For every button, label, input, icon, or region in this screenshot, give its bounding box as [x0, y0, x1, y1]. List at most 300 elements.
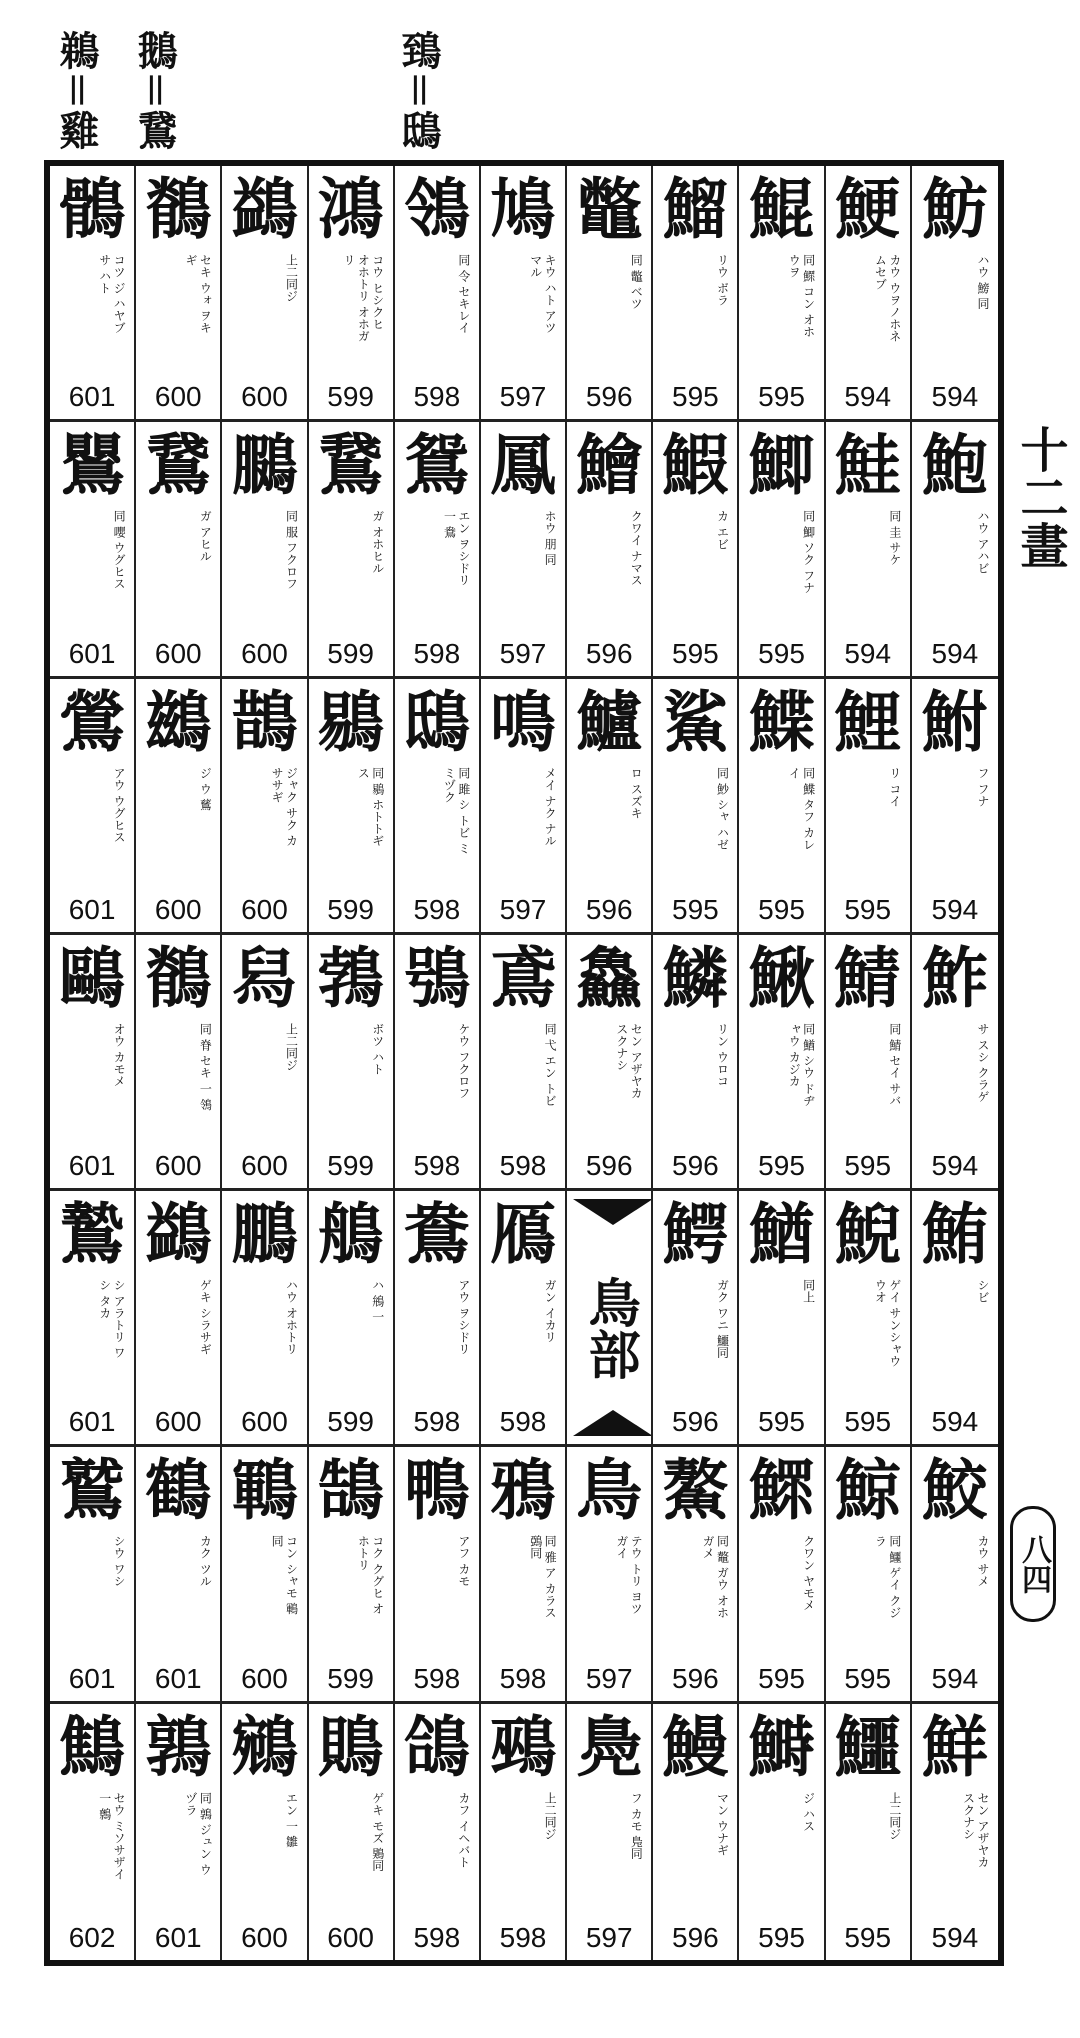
dictionary-entry-cell — [136, 1704, 222, 1960]
entry-reading: 同 鶉 ジュン ウヅラ — [183, 1791, 213, 1876]
entry-kanji: 鵬 — [231, 1195, 298, 1274]
entry-page-number: 596 — [585, 893, 633, 925]
entry-page-number: 597 — [499, 381, 547, 413]
entry-reading: キウ ハト アツマル — [528, 254, 558, 334]
entry-page-number: 601 — [68, 381, 116, 413]
entry-kanji: 鱻 — [576, 938, 643, 1017]
entry-page-number: 595 — [758, 1921, 805, 1953]
entry-kanji: 鴛 — [403, 426, 470, 505]
entry-kanji: 鱠 — [576, 426, 643, 505]
entry-reading: 同 弋 エン トビ — [543, 1022, 558, 1107]
entry-reading: アフ カモ — [456, 1535, 471, 1588]
entry-page-number: 595 — [844, 1662, 892, 1694]
dictionary-entry-cell — [739, 422, 825, 678]
entry-reading: 上二同ジ — [887, 1791, 902, 1840]
entry-kanji: 鴻 — [317, 170, 384, 248]
entry-reading: クワイ ナマス — [629, 510, 644, 587]
entry-kanji: 鱗 — [662, 938, 729, 1017]
entry-kanji: 鯢 — [834, 1195, 901, 1274]
entry-kanji: 鮭 — [834, 426, 901, 505]
entry-kanji: 鷗 — [59, 938, 126, 1017]
entry-kanji: 鵞 — [317, 426, 384, 505]
entry-page-number: 594 — [931, 1662, 979, 1694]
entry-page-number: 595 — [758, 1150, 805, 1182]
entry-page-number: 595 — [672, 637, 719, 669]
dictionary-entry-cell — [826, 935, 912, 1191]
entry-kanji: 魴 — [921, 170, 988, 248]
entry-page-number: 598 — [413, 1150, 461, 1182]
dictionary-entry-cell — [653, 935, 739, 1191]
entry-reading: カフ イヘバト — [456, 1791, 471, 1868]
entry-kanji: 鰣 — [748, 1707, 815, 1786]
entry-kanji: 鵲 — [231, 682, 298, 761]
dictionary-entry-cell — [481, 166, 567, 422]
dictionary-entry-cell — [481, 1447, 567, 1703]
entry-reading: ジャク サク カササギ — [270, 766, 299, 847]
entry-page-number: 600 — [241, 1150, 288, 1182]
entry-reading: 同上 — [801, 1279, 816, 1304]
entry-page-number: 595 — [672, 381, 719, 413]
dictionary-entry-cell — [136, 1447, 222, 1703]
dictionary-entry-cell — [912, 935, 998, 1191]
entry-reading: 同 嚶 ウグヒス — [112, 510, 127, 590]
entry-page-number: 601 — [68, 893, 116, 925]
entry-kanji: 鴒 — [403, 170, 470, 248]
bracket-bottom-icon — [573, 1410, 653, 1436]
entry-kanji: 鵠 — [317, 1451, 384, 1530]
entry-reading: ボツ ハト — [370, 1022, 385, 1075]
entry-kanji: 鯉 — [834, 682, 901, 761]
entry-page-number: 600 — [154, 1150, 202, 1182]
entry-reading: ガク ワニ 鱷同 — [715, 1279, 730, 1359]
entry-reading: ハウ オホトリ — [284, 1279, 299, 1355]
dictionary-entry-cell — [567, 166, 653, 422]
entry-kanji: 鮮 — [921, 1707, 988, 1786]
entry-page-number: 594 — [844, 637, 892, 669]
dictionary-entry-cell — [395, 679, 481, 935]
entry-page-number: 601 — [68, 1662, 116, 1694]
entry-reading: 同 雎 シ トビ ミミヅク — [442, 766, 471, 854]
entry-kanji: 鶻 — [59, 170, 126, 248]
dictionary-entry-cell — [653, 166, 739, 422]
entry-reading: 同 鰈 タフ カレイ — [787, 766, 816, 851]
entry-page-number: 596 — [672, 1406, 719, 1438]
entry-reading: セキ ウォ ヲキギ — [183, 254, 213, 334]
dictionary-entry-cell — [136, 935, 222, 1191]
entry-kanji: 鴞 — [403, 938, 470, 1017]
dictionary-entry-cell — [826, 679, 912, 935]
entry-reading: ガン イカリ — [543, 1279, 558, 1343]
entry-reading: エン 一 雛 — [284, 1791, 299, 1848]
entry-reading: セウ ミソサザイ 一 鷯 — [97, 1791, 127, 1880]
entry-reading: 同 魦 シャ ハゼ — [715, 766, 730, 851]
dictionary-entry-cell — [739, 1191, 825, 1447]
entry-page-number: 595 — [758, 1406, 805, 1438]
entry-kanji: 鴿 — [403, 1707, 470, 1786]
dictionary-entry-cell — [222, 679, 308, 935]
dictionary-entry-cell — [136, 422, 222, 678]
dictionary-entry-cell — [739, 1704, 825, 1960]
entry-reading: ホウ 朋 同 — [543, 510, 558, 566]
entry-reading: 上二同ジ — [543, 1791, 558, 1840]
dictionary-entry-cell — [567, 1447, 653, 1703]
entry-kanji: 鸎 — [59, 426, 126, 505]
entry-page-number: 596 — [672, 1662, 719, 1694]
entry-kanji: 鷙 — [59, 1195, 126, 1274]
dictionary-entry-cell — [567, 935, 653, 1191]
radical-label: 鳥部 — [579, 1276, 641, 1381]
entry-reading: メイ ナク ナル — [543, 766, 558, 847]
entry-reading: ケウ フクロフ — [456, 1022, 471, 1099]
entry-reading: シ アラトリ ワシ タカ — [97, 1279, 127, 1359]
entry-kanji: 鴨 — [403, 1451, 470, 1530]
entry-page-number: 596 — [672, 1921, 719, 1953]
entry-reading: ゲイ サンシャウウオ — [873, 1279, 902, 1367]
entry-reading: ガ アヒル — [198, 510, 213, 563]
entry-reading: 同 雅 ア カラス 鵶同 — [528, 1535, 558, 1619]
entry-page-number: 599 — [327, 893, 374, 925]
dictionary-entry-cell — [653, 1447, 739, 1703]
dictionary-entry-cell — [912, 1447, 998, 1703]
entry-page-number: 594 — [931, 1921, 979, 1953]
entry-page-number: 600 — [154, 893, 202, 925]
entry-kanji: 鵙 — [317, 1707, 384, 1786]
entry-page-number: 595 — [844, 1921, 892, 1953]
entry-kanji: 鶤 — [231, 1451, 298, 1530]
entry-page-number: 598 — [499, 1150, 547, 1182]
dictionary-entry-cell — [309, 679, 395, 935]
entry-reading: セン アザヤカ スクナシ — [614, 1022, 644, 1099]
entry-page-number: 595 — [758, 381, 805, 413]
dictionary-entry-cell — [395, 1704, 481, 1960]
variant-note-3: 鵄＝鴟 — [395, 30, 442, 150]
entry-page-number: 599 — [327, 1406, 374, 1438]
entry-reading: 同 鯽 ソク フナ — [801, 510, 816, 594]
dictionary-entry-cell — [567, 679, 653, 935]
entry-kanji: 鱸 — [576, 682, 643, 761]
entry-page-number: 597 — [499, 893, 547, 925]
dictionary-entry-cell — [567, 422, 653, 678]
dictionary-entry-cell — [50, 1447, 136, 1703]
dictionary-entry-cell — [50, 1704, 136, 1960]
radical-section-cell — [567, 1191, 653, 1447]
entry-kanji: 鶍 — [317, 682, 384, 761]
entry-page-number: 601 — [68, 1406, 116, 1438]
entry-page-number: 598 — [413, 381, 461, 413]
entry-kanji: 鳩 — [489, 170, 556, 248]
entry-reading: リン ウロコ — [715, 1022, 730, 1087]
dictionary-entry-cell — [481, 1191, 567, 1447]
entry-page-number: 600 — [241, 1921, 288, 1953]
entry-page-number: 596 — [585, 1150, 633, 1182]
entry-page-number: 597 — [585, 1921, 633, 1953]
entry-kanji: 鯁 — [834, 170, 901, 248]
entry-reading: フ カモ 鳬同 — [629, 1791, 644, 1860]
entry-reading: コン シャモ 鶤同 — [270, 1535, 299, 1616]
dictionary-entry-cell — [826, 1191, 912, 1447]
dictionary-entry-cell — [309, 166, 395, 422]
dictionary-entry-cell — [826, 1704, 912, 1960]
entry-reading: コツ ジ ハヤブサ ハト — [97, 254, 127, 334]
entry-reading: オウ カモメ — [112, 1022, 127, 1087]
entry-reading: 同 鼇 ガウ オホガメ — [701, 1535, 730, 1619]
dictionary-entry-cell — [912, 422, 998, 678]
dictionary-entry-cell — [222, 1447, 308, 1703]
entry-reading: サ スシ クラゲ — [975, 1022, 990, 1103]
entry-kanji: 鵃 — [317, 1195, 384, 1274]
entry-page-number: 596 — [672, 1150, 719, 1182]
page-number-marker: 八四 — [1010, 1506, 1056, 1622]
entry-reading: マン ウナギ — [715, 1791, 730, 1856]
entry-page-number: 595 — [844, 1406, 892, 1438]
entry-reading: ロ スズキ — [629, 766, 644, 819]
dictionary-entry-cell — [481, 679, 567, 935]
dictionary-entry-cell — [309, 935, 395, 1191]
entry-reading: 同 鶍 ホトトギス — [356, 766, 385, 847]
entry-kanji: 鷁 — [145, 1195, 212, 1274]
dictionary-entry-cell — [395, 1191, 481, 1447]
entry-kanji: 鴈 — [489, 1195, 556, 1274]
entry-kanji: 鶴 — [145, 1451, 212, 1530]
entry-kanji: 鶯 — [59, 682, 126, 761]
entry-reading: 同 脊 セキ 一 鴒 — [198, 1022, 213, 1111]
entry-reading: フ フナ — [975, 766, 990, 807]
entry-page-number: 602 — [68, 1921, 116, 1953]
entry-kanji: 鰐 — [662, 1195, 729, 1274]
entry-kanji: 鷦 — [59, 1707, 126, 1786]
dictionary-entry-cell — [50, 1191, 136, 1447]
entry-reading: 同 鯖 セイ サバ — [887, 1022, 902, 1107]
entry-kanji: 鮪 — [921, 1195, 988, 1274]
dictionary-entry-cell — [136, 166, 222, 422]
entry-reading: 同 鱷 ゲイ クジラ — [873, 1535, 902, 1619]
entry-kanji: 鰈 — [748, 682, 815, 761]
variant-note-2: 鵝＝鵞 — [131, 30, 178, 150]
dictionary-entry-cell — [481, 935, 567, 1191]
dictionary-entry-cell — [826, 422, 912, 678]
entry-page-number: 596 — [585, 381, 633, 413]
entry-kanji: 鵷 — [231, 1707, 298, 1786]
stroke-count-header: 十二畫 — [1012, 425, 1068, 569]
dictionary-entry-cell — [309, 1704, 395, 1960]
entry-kanji: 鰻 — [662, 1707, 729, 1786]
entry-kanji: 鰥 — [748, 1451, 815, 1530]
entry-kanji: 鰌 — [748, 1195, 815, 1274]
entry-page-number: 600 — [154, 381, 202, 413]
entry-kanji: 鵓 — [317, 938, 384, 1017]
entry-page-number: 594 — [931, 637, 979, 669]
entry-page-number: 601 — [154, 1662, 202, 1694]
entry-kanji: 鮒 — [921, 682, 988, 761]
entry-kanji: 舄 — [231, 938, 298, 1017]
dictionary-entry-cell — [395, 166, 481, 422]
entry-page-number: 595 — [758, 1662, 805, 1694]
entry-kanji: 鵐 — [489, 1707, 556, 1786]
entry-page-number: 595 — [672, 893, 719, 925]
dictionary-entry-cell — [222, 422, 308, 678]
entry-page-number: 598 — [413, 1921, 461, 1953]
entry-reading: リウ ボラ — [715, 254, 730, 306]
dictionary-entry-cell — [309, 1191, 395, 1447]
entry-reading: シビ — [975, 1279, 990, 1304]
entry-kanji: 鵩 — [231, 426, 298, 505]
entry-page-number: 595 — [758, 893, 805, 925]
dictionary-entry-cell — [826, 1447, 912, 1703]
entry-page-number: 598 — [499, 1406, 547, 1438]
entry-page-number: 598 — [413, 1662, 461, 1694]
entry-kanji: 鴟 — [403, 682, 470, 761]
entry-reading: 同 鰥 コン オホウヲ — [787, 254, 816, 338]
dictionary-entry-cell — [50, 935, 136, 1191]
entry-reading: アウ ウグヒス — [112, 766, 127, 843]
entry-page-number: 600 — [154, 637, 202, 669]
entry-reading: カウ ウヲノホネ ムセブ — [873, 254, 902, 342]
dictionary-entry-cell — [50, 166, 136, 422]
entry-kanji: 鯨 — [834, 1451, 901, 1530]
entry-reading: ジ ウ 鶿 — [198, 766, 213, 811]
entry-reading: テウ トリ ヨツガイ — [614, 1535, 644, 1616]
dictionary-entry-cell — [653, 1704, 739, 1960]
entry-page-number: 598 — [413, 893, 461, 925]
entry-reading: リ コイ — [887, 766, 902, 807]
entry-page-number: 601 — [154, 1921, 202, 1953]
entry-kanji: 鶺 — [145, 170, 212, 248]
entry-page-number: 599 — [327, 637, 374, 669]
entry-page-number: 600 — [241, 893, 288, 925]
entry-kanji: 鯖 — [834, 938, 901, 1017]
entry-kanji: 鰍 — [748, 938, 815, 1017]
dictionary-entry-cell — [653, 679, 739, 935]
entry-reading: 上二同ジ — [284, 254, 299, 302]
dictionary-entry-cell — [395, 1447, 481, 1703]
dictionary-entry-cell — [567, 1704, 653, 1960]
entry-page-number: 594 — [931, 1406, 979, 1438]
entry-reading: 同 鼈 ベツ — [629, 254, 644, 310]
entry-reading: コウ ヒシクヒ オホトリ オホガリ — [341, 254, 385, 342]
entry-page-number: 594 — [931, 381, 979, 413]
entry-reading: 同 圭 サケ — [887, 510, 902, 566]
entry-kanji: 鰕 — [662, 426, 729, 505]
entry-page-number: 600 — [327, 1921, 374, 1953]
dictionary-entry-cell — [309, 1447, 395, 1703]
entry-page-number: 599 — [327, 1150, 374, 1182]
dictionary-entry-cell — [912, 679, 998, 935]
entry-reading: ゲキ シラサギ — [198, 1279, 213, 1355]
entry-page-number: 598 — [499, 1662, 547, 1694]
entry-kanji: 鮑 — [921, 426, 988, 505]
entry-kanji: 鳶 — [489, 938, 556, 1017]
entry-page-number: 596 — [585, 637, 633, 669]
bracket-top-icon — [573, 1199, 653, 1225]
entry-reading: ハウ アハビ — [975, 510, 990, 575]
entry-reading: 同 令 セキレイ — [456, 254, 471, 334]
entry-kanji: 鳥 — [576, 1451, 643, 1530]
entry-page-number: 597 — [585, 1662, 633, 1694]
character-grid-frame — [44, 160, 1004, 1966]
entry-kanji: 鵞 — [145, 426, 212, 505]
entry-reading: ジ ハス — [801, 1791, 816, 1832]
entry-reading: 上二同ジ — [284, 1022, 299, 1071]
dictionary-entry-cell — [136, 1191, 222, 1447]
entry-reading: カウ サメ — [975, 1535, 990, 1588]
entry-kanji: 鶺 — [145, 938, 212, 1017]
entry-reading: セン アザヤカ スクナシ — [961, 1791, 990, 1868]
variant-note-1: 鵜＝雞 — [53, 30, 100, 150]
entry-kanji: 鳴 — [489, 682, 556, 761]
entry-reading: アウ ヲシドリ — [456, 1279, 471, 1355]
entry-reading: エン ヲシドリ 一 鴦 — [442, 510, 471, 587]
entry-kanji: 鰡 — [662, 170, 729, 248]
entry-reading: ハウ 鰟 同 — [975, 254, 990, 310]
dictionary-entry-cell — [136, 679, 222, 935]
entry-kanji: 鴦 — [403, 1195, 470, 1274]
entry-kanji: 鼈 — [576, 170, 643, 248]
entry-kanji: 鮫 — [921, 1451, 988, 1530]
entry-page-number: 595 — [844, 893, 892, 925]
entry-kanji: 鮓 — [921, 938, 988, 1017]
dictionary-entry-cell — [653, 422, 739, 678]
entry-reading: 同 鰌 シウ ドヂャウ カジカ — [787, 1022, 816, 1107]
dictionary-entry-cell — [481, 422, 567, 678]
dictionary-entry-cell — [739, 679, 825, 935]
entry-kanji: 鷀 — [145, 682, 212, 761]
entry-kanji: 鶉 — [145, 1707, 212, 1786]
dictionary-entry-cell — [395, 422, 481, 678]
dictionary-entry-cell — [826, 166, 912, 422]
dictionary-entry-cell — [481, 1704, 567, 1960]
entry-reading: ガ オホヒル — [370, 510, 385, 575]
character-grid — [50, 166, 998, 1960]
dictionary-entry-cell — [50, 422, 136, 678]
entry-reading: カク ツル — [198, 1535, 213, 1588]
entry-page-number: 594 — [931, 1150, 979, 1182]
dictionary-entry-cell — [222, 1191, 308, 1447]
dictionary-entry-cell — [739, 166, 825, 422]
entry-page-number: 600 — [241, 1406, 288, 1438]
entry-reading: ハ 鴘 一 — [370, 1279, 385, 1323]
dictionary-entry-cell — [222, 935, 308, 1191]
dictionary-entry-cell — [50, 679, 136, 935]
dictionary-entry-cell — [912, 1191, 998, 1447]
entry-reading: 同 服 フクロフ — [284, 510, 299, 590]
entry-reading: シウ ワシ — [112, 1535, 127, 1588]
entry-reading: ゲキ モズ 鶪同 — [370, 1791, 385, 1872]
entry-kanji: 鱷 — [834, 1707, 901, 1786]
entry-page-number: 595 — [758, 637, 805, 669]
entry-kanji: 鯊 — [662, 682, 729, 761]
entry-page-number: 601 — [68, 637, 116, 669]
entry-kanji: 鴉 — [489, 1451, 556, 1530]
dictionary-entry-cell — [222, 1704, 308, 1960]
entry-page-number: 600 — [154, 1406, 202, 1438]
dictionary-entry-cell — [653, 1191, 739, 1447]
entry-page-number: 594 — [844, 381, 892, 413]
dictionary-entry-cell — [309, 422, 395, 678]
entry-reading: クワン ヤモメ — [801, 1535, 816, 1612]
entry-page-number: 598 — [499, 1921, 547, 1953]
entry-page-number: 600 — [241, 381, 288, 413]
entry-reading: コク クグヒ オホトリ — [356, 1535, 385, 1616]
entry-page-number: 599 — [327, 1662, 374, 1694]
entry-reading: カ エビ — [715, 510, 730, 551]
dictionary-entry-cell — [222, 166, 308, 422]
dictionary-entry-cell — [395, 935, 481, 1191]
entry-kanji: 鯽 — [748, 426, 815, 505]
entry-page-number: 598 — [413, 1406, 461, 1438]
entry-page-number: 599 — [327, 381, 374, 413]
entry-page-number: 594 — [931, 893, 979, 925]
entry-page-number: 597 — [499, 637, 547, 669]
